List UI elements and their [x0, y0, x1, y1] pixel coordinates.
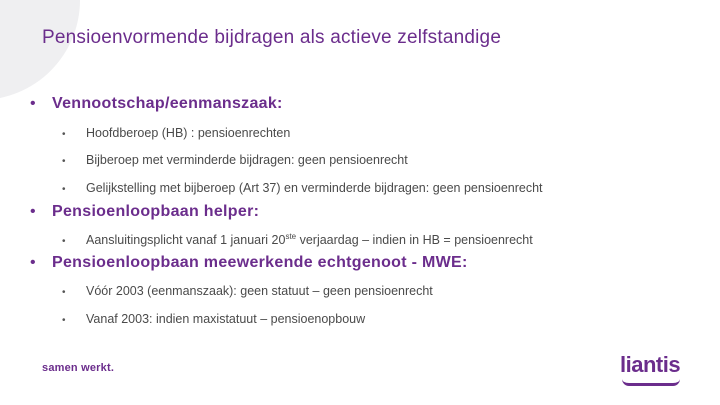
bullet-icon: • [30, 203, 36, 220]
bullet-icon: • [30, 95, 36, 112]
section-heading-pensioenloopbaan-helper [30, 203, 259, 221]
list-item [62, 153, 408, 167]
list-item-text: Bijberoep met verminderde bijdragen: geen pensioenrecht [86, 153, 408, 167]
list-item-text: Vanaf 2003: indien maxistatuut – pensioenopbouw [86, 312, 366, 326]
list-item-text: Vóór 2003 (eenmanszaak): geen statuut – geen pensioenrecht [86, 284, 433, 298]
list-item [62, 232, 533, 247]
bullet-icon: • [62, 156, 66, 167]
slide-title: Pensioenvormende bijdragen als actieve zelfstandige [42, 27, 502, 48]
bullet-icon: • [62, 315, 66, 326]
list-item [62, 312, 365, 326]
section-heading-text: Vennootschap/eenmanszaak: [52, 95, 283, 112]
list-item-text-after: verjaardag – indien in HB = pensioenrecht [296, 233, 533, 248]
list-item-superscript: ste [285, 232, 297, 241]
bullet-icon: • [62, 236, 66, 248]
bullet-icon: • [62, 184, 66, 195]
liantis-logo: liantis [620, 352, 681, 377]
list-item [62, 284, 433, 298]
list-item-text: Hoofdberoep (HB) : pensioenrechten [86, 126, 291, 140]
bullet-icon: • [62, 287, 66, 298]
section-heading-mwe [30, 254, 468, 272]
list-item [62, 126, 290, 140]
section-heading-vennootschap [30, 95, 283, 113]
bullet-icon: • [30, 254, 36, 271]
list-item-text: Gelijkstelling met bijberoep (Art 37) en verminderde bijdragen: geen pensioenrecht [86, 181, 543, 195]
section-heading-text: Pensioenloopbaan meewerkende echtgenoot - MWE: [52, 254, 468, 271]
decorative-corner-shape [0, 0, 80, 100]
section-heading-text: Pensioenloopbaan helper: [52, 203, 260, 220]
bullet-icon: • [62, 129, 66, 140]
footer-tagline: samen werkt. [42, 362, 115, 374]
logo-swoosh [622, 379, 680, 386]
list-item [62, 181, 543, 195]
list-item-text-before: Aansluitingsplicht vanaf 1 januari 20 [86, 233, 286, 248]
